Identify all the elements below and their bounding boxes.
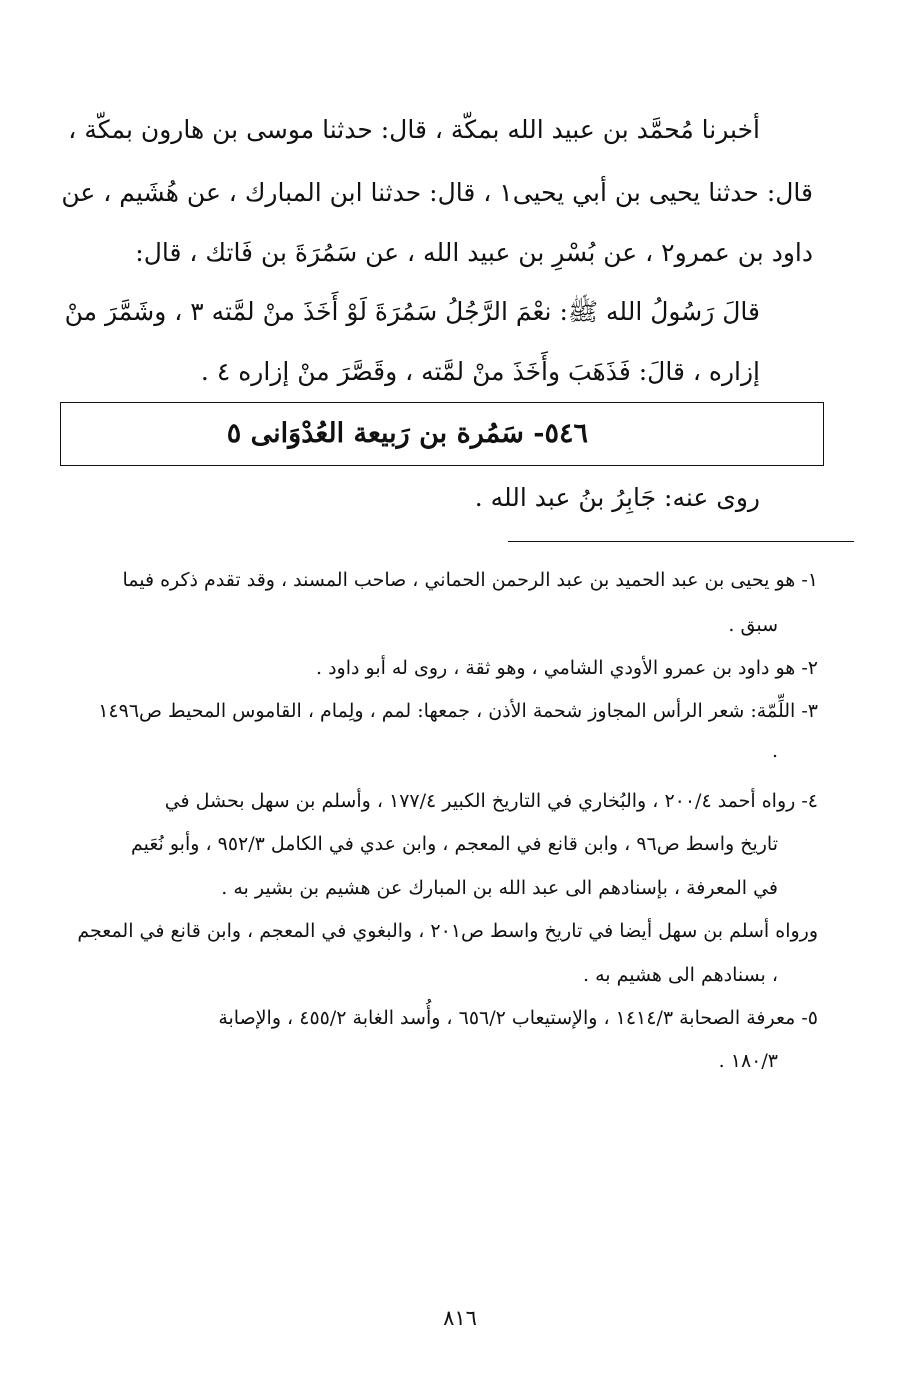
- footnote-line-7: تاريخ واسط ص٩٦ ، وابن قانع في المعجم ، وابن عدي في الكامل ٩٥٢/٣ ، وأبو نُعَيم: [130, 833, 778, 855]
- footnote-line-3: ٢- هو داود بن عمرو الأودي الشامي ، وهو ثقة ، روى له أبو داود .: [316, 657, 818, 679]
- body-line-4: قالَ رَسُولُ الله ﷺ: نعْمَ الرَّجُلُ سَمُرَةَ لَوْ أَخَذَ منْ لمَّته ٣ ، وشَمَّرَ منْ: [64, 297, 760, 326]
- footnote-divider: [508, 541, 854, 542]
- section-heading: ٥٤٦- سَمُرة بن رَبيعة العُدْوَانى ٥: [226, 418, 588, 449]
- footnote-line-2: سبق .: [728, 614, 778, 636]
- footnote-line-10: ، بسنادهم الى هشيم به .: [583, 964, 778, 986]
- body-line-3: داود بن عمرو٢ ، عن بُسْرِ بن عبيد الله ، عن سَمُرَةَ بن فَاتك ، قال:: [135, 238, 813, 267]
- narrator-line: روى عنه: جَابِرُ بنُ عبد الله .: [474, 483, 760, 512]
- footnote-line-4: ٣- اللِّمّة: شعر الرأس المجاوز شحمة الأذن ، جمعها: لمم ، ولِمام ، القاموس المحيط ص١٤٩٦: [98, 700, 818, 722]
- footnote-line-12: ١٨٠/٣ .: [718, 1050, 778, 1072]
- body-line-1: أخبرنا مُحمَّد بن عبيد الله بمكّة ، قال: حدثنا موسى بن هارون بمكّة ،: [68, 115, 760, 144]
- footnote-line-1: ١- هو يحيى بن عبد الحميد بن عبد الرحمن الحماني ، صاحب المسند ، وقد تقدم ذكره فيما: [122, 569, 818, 591]
- body-line-5: إزاره ، قالَ: فَذَهَبَ وأَخَذَ منْ لمَّته ، وقَصَّرَ منْ إزاره ٤ .: [200, 357, 760, 386]
- footnote-line-9: ورواه أسلم بن سهل أيضا في تاريخ واسط ص٢٠١ ، والبغوي في المعجم ، وابن قانع في المعجم: [77, 920, 818, 942]
- body-line-2: قال: حدثنا يحيى بن أبي يحيى١ ، قال: حدثنا ابن المبارك ، عن هُشَيم ، عن: [61, 178, 813, 207]
- footnote-line-6: ٤- رواه أحمد ٢٠٠/٤ ، والبُخاري في التاريخ الكبير ١٧٧/٤ ، وأسلم بن سهل بحشل في: [164, 790, 818, 812]
- section-heading-box: [60, 402, 824, 466]
- footnote-line-5: .: [771, 740, 778, 762]
- footnote-line-11: ٥- معرفة الصحابة ١٤١٤/٣ ، والإستيعاب ٦٥٦/٢ ، وأُسد الغابة ٤٥٥/٢ ، والإصابة: [218, 1007, 818, 1029]
- page-number: ٨١٦: [443, 1306, 477, 1330]
- footnote-line-8: في المعرفة ، بإسنادهم الى عبد الله بن المبارك عن هشيم بن بشير به .: [221, 877, 778, 899]
